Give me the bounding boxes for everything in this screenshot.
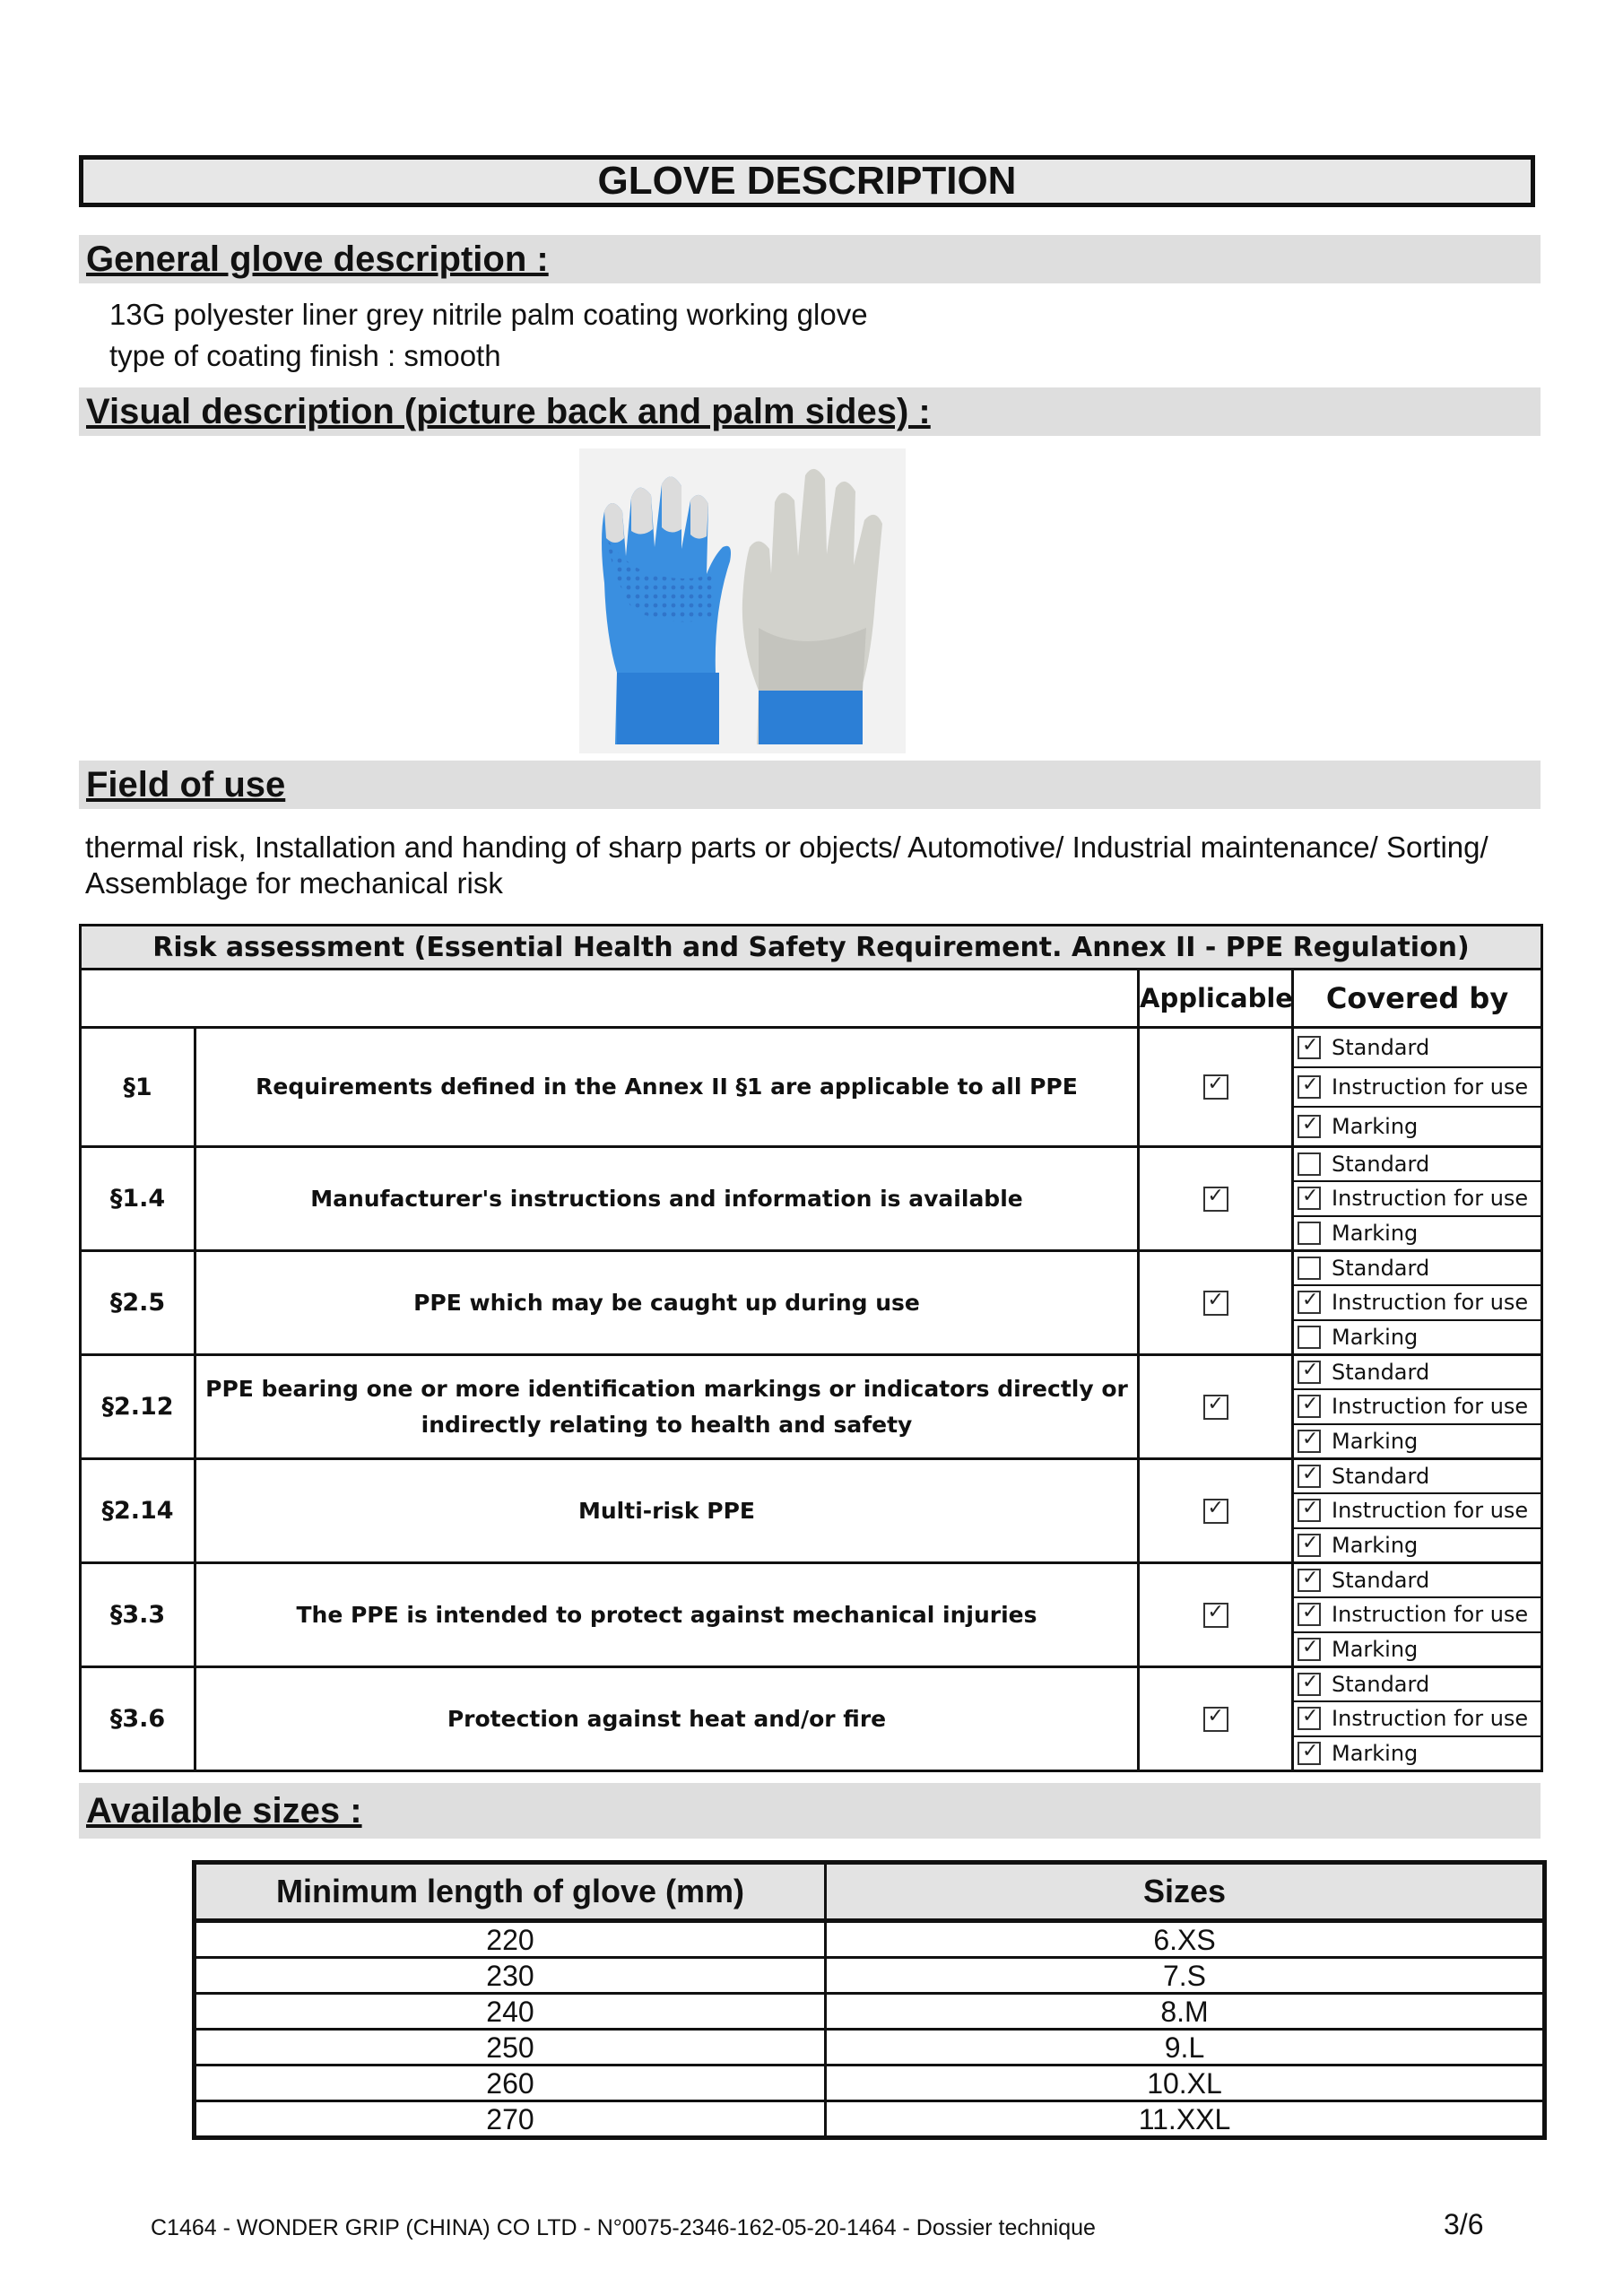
checkbox-icon[interactable] <box>1298 1115 1321 1138</box>
covered-by-cell <box>1293 1028 1542 1147</box>
risk-row <box>81 1251 1542 1355</box>
covered-by-label: Standard <box>1332 1568 1430 1594</box>
covered-by-item <box>1294 1148 1541 1182</box>
covered-by-label: Instruction for use <box>1332 1074 1529 1100</box>
covered-by-item <box>1294 1460 1541 1494</box>
checkbox-icon[interactable] <box>1298 1465 1321 1488</box>
length-cell: 270 <box>195 2101 826 2138</box>
size-cell: 7.S <box>826 1958 1545 1994</box>
checkbox-icon[interactable] <box>1298 1152 1321 1176</box>
covered-by-cell <box>1293 1355 1542 1459</box>
requirement-text: Requirements defined in the Annex II §1 are applicable to all PPE <box>195 1028 1139 1147</box>
applicable-cell <box>1139 1147 1293 1251</box>
covered-by-label: Marking <box>1332 1220 1419 1246</box>
footer-text: C1464 - WONDER GRIP (CHINA) CO LTD - N°0075-2346-162-05-20-1464 - Dossier technique <box>151 2215 1096 2240</box>
glove-palm-side <box>742 469 882 744</box>
applicable-cell <box>1139 1563 1293 1667</box>
covered-by-item <box>1294 1564 1541 1598</box>
covered-by-item <box>1294 1737 1541 1770</box>
checkbox-icon[interactable] <box>1298 1534 1321 1557</box>
covered-by-item <box>1294 1068 1541 1108</box>
length-cell: 250 <box>195 2030 826 2066</box>
covered-by-label: Marking <box>1332 1428 1419 1454</box>
size-cell: 9.L <box>826 2030 1545 2066</box>
covered-by-item <box>1294 1029 1541 1068</box>
risk-blank-header <box>81 970 1139 1028</box>
covered-by-cell <box>1293 1147 1542 1251</box>
applicable-checkbox-icon[interactable] <box>1203 1291 1228 1316</box>
covered-by-label: Standard <box>1332 1464 1430 1490</box>
checkbox-icon[interactable] <box>1298 1742 1321 1765</box>
covered-by-item <box>1294 1108 1541 1145</box>
risk-assessment-table <box>79 924 1543 1772</box>
checkbox-icon[interactable] <box>1298 1187 1321 1210</box>
section-number: §1 <box>81 1028 195 1147</box>
risk-row <box>81 1563 1542 1667</box>
section-number: §2.12 <box>81 1355 195 1459</box>
requirement-text: PPE bearing one or more identification markings or indicators directly or indirectly relating to health and safety <box>195 1355 1139 1459</box>
covered-by-label: Standard <box>1332 1035 1430 1060</box>
checkbox-icon[interactable] <box>1298 1291 1321 1314</box>
field-of-use-line-1: thermal risk, Installation and handing of sharp parts or objects/ Automotive/ Industrial maintenance/ Sorting/ <box>85 831 1488 864</box>
sizes-table <box>192 1860 1547 2140</box>
glove-back-side <box>602 476 731 744</box>
covered-by-item <box>1294 1286 1541 1320</box>
covered-by-item <box>1294 1356 1541 1390</box>
applicable-checkbox-icon[interactable] <box>1203 1074 1228 1100</box>
size-row <box>195 2066 1545 2101</box>
risk-row <box>81 1459 1542 1563</box>
risk-row <box>81 1355 1542 1459</box>
page-title: GLOVE DESCRIPTION <box>79 155 1535 207</box>
visual-description-heading: Visual description (picture back and palm sides) : <box>79 387 1541 436</box>
covered-by-label: Standard <box>1332 1672 1430 1698</box>
applicable-cell <box>1139 1251 1293 1355</box>
covered-by-header: Covered by <box>1293 970 1542 1028</box>
covered-by-cell <box>1293 1459 1542 1563</box>
covered-by-label: Marking <box>1332 1114 1419 1139</box>
glove-illustration <box>579 448 906 753</box>
applicable-checkbox-icon[interactable] <box>1203 1707 1228 1732</box>
applicable-checkbox-icon[interactable] <box>1203 1499 1228 1524</box>
covered-by-item <box>1294 1182 1541 1216</box>
covered-by-label: Marking <box>1332 1740 1419 1766</box>
checkbox-icon[interactable] <box>1298 1361 1321 1384</box>
size-cell: 6.XS <box>826 1921 1545 1958</box>
checkbox-icon[interactable] <box>1298 1222 1321 1245</box>
applicable-cell <box>1139 1028 1293 1147</box>
section-number: §2.5 <box>81 1251 195 1355</box>
applicable-cell <box>1139 1459 1293 1563</box>
length-cell: 230 <box>195 1958 826 1994</box>
available-sizes-heading: Available sizes : <box>79 1783 1541 1839</box>
covered-by-label: Marking <box>1332 1532 1419 1558</box>
page-number: 3/6 <box>1444 2208 1484 2240</box>
covered-by-label: Instruction for use <box>1332 1706 1529 1732</box>
covered-by-cell <box>1293 1667 1542 1771</box>
covered-by-item <box>1294 1321 1541 1353</box>
covered-by-item <box>1294 1668 1541 1702</box>
size-row <box>195 1958 1545 1994</box>
covered-by-item <box>1294 1425 1541 1457</box>
sizes-header: Sizes <box>826 1863 1545 1921</box>
requirement-text: Multi-risk PPE <box>195 1459 1139 1563</box>
covered-by-item <box>1294 1494 1541 1528</box>
covered-by-item <box>1294 1252 1541 1286</box>
covered-by-item <box>1294 1529 1541 1561</box>
risk-row <box>81 1028 1542 1147</box>
section-number: §3.3 <box>81 1563 195 1667</box>
requirement-text: The PPE is intended to protect against mechanical injuries <box>195 1563 1139 1667</box>
length-cell: 260 <box>195 2066 826 2101</box>
size-row <box>195 1994 1545 2030</box>
covered-by-label: Instruction for use <box>1332 1602 1529 1628</box>
covered-by-cell <box>1293 1563 1542 1667</box>
covered-by-label: Marking <box>1332 1636 1419 1662</box>
size-cell: 8.M <box>826 1994 1545 2030</box>
general-description-line-1: 13G polyester liner grey nitrile palm coating working glove <box>109 298 868 331</box>
covered-by-label: Standard <box>1332 1360 1430 1386</box>
risk-row <box>81 1147 1542 1251</box>
general-description-line-2: type of coating finish : smooth <box>109 339 501 372</box>
covered-by-item <box>1294 1633 1541 1665</box>
checkbox-icon[interactable] <box>1298 1569 1321 1592</box>
size-cell: 10.XL <box>826 2066 1545 2101</box>
checkbox-icon[interactable] <box>1298 1257 1321 1280</box>
section-number: §1.4 <box>81 1147 195 1251</box>
covered-by-label: Instruction for use <box>1332 1394 1529 1420</box>
covered-by-label: Instruction for use <box>1332 1290 1529 1316</box>
length-cell: 220 <box>195 1921 826 1958</box>
covered-by-item <box>1294 1598 1541 1632</box>
covered-by-label: Standard <box>1332 1256 1430 1282</box>
covered-by-item <box>1294 1702 1541 1736</box>
glove-photo <box>579 448 906 753</box>
applicable-cell <box>1139 1355 1293 1459</box>
general-description-heading: General glove description : <box>79 235 1541 283</box>
applicable-checkbox-icon[interactable] <box>1203 1187 1228 1212</box>
checkbox-icon[interactable] <box>1298 1326 1321 1349</box>
size-cell: 11.XXL <box>826 2101 1545 2138</box>
checkbox-icon[interactable] <box>1298 1499 1321 1522</box>
field-of-use-line-2: Assemblage for mechanical risk <box>85 866 503 900</box>
section-number: §3.6 <box>81 1667 195 1771</box>
covered-by-label: Instruction for use <box>1332 1186 1529 1212</box>
applicable-cell <box>1139 1667 1293 1771</box>
checkbox-icon[interactable] <box>1298 1707 1321 1730</box>
field-of-use-heading: Field of use <box>79 761 1541 809</box>
checkbox-icon[interactable] <box>1298 1036 1321 1059</box>
checkbox-icon[interactable] <box>1298 1673 1321 1696</box>
applicable-checkbox-icon[interactable] <box>1203 1395 1228 1420</box>
section-number: §2.14 <box>81 1459 195 1563</box>
risk-assessment-heading: Risk assessment (Essential Health and Safety Requirement. Annex II - PPE Regulation) <box>81 926 1542 970</box>
size-row <box>195 2101 1545 2138</box>
checkbox-icon[interactable] <box>1298 1395 1321 1418</box>
covered-by-item <box>1294 1217 1541 1249</box>
risk-row <box>81 1667 1542 1771</box>
requirement-text: Protection against heat and/or fire <box>195 1667 1139 1771</box>
covered-by-label: Standard <box>1332 1152 1430 1178</box>
checkbox-icon[interactable] <box>1298 1603 1321 1626</box>
covered-by-label: Instruction for use <box>1332 1498 1529 1524</box>
requirement-text: PPE which may be caught up during use <box>195 1251 1139 1355</box>
checkbox-icon[interactable] <box>1298 1430 1321 1453</box>
covered-by-item <box>1294 1390 1541 1424</box>
covered-by-label: Marking <box>1332 1324 1419 1350</box>
covered-by-cell <box>1293 1251 1542 1355</box>
size-row <box>195 2030 1545 2066</box>
size-row <box>195 1921 1545 1958</box>
checkbox-icon[interactable] <box>1298 1075 1321 1099</box>
applicable-header: Applicable <box>1139 970 1293 1028</box>
checkbox-icon[interactable] <box>1298 1638 1321 1661</box>
length-cell: 240 <box>195 1994 826 2030</box>
requirement-text: Manufacturer's instructions and information is available <box>195 1147 1139 1251</box>
min-length-header: Minimum length of glove (mm) <box>195 1863 826 1921</box>
applicable-checkbox-icon[interactable] <box>1203 1603 1228 1628</box>
